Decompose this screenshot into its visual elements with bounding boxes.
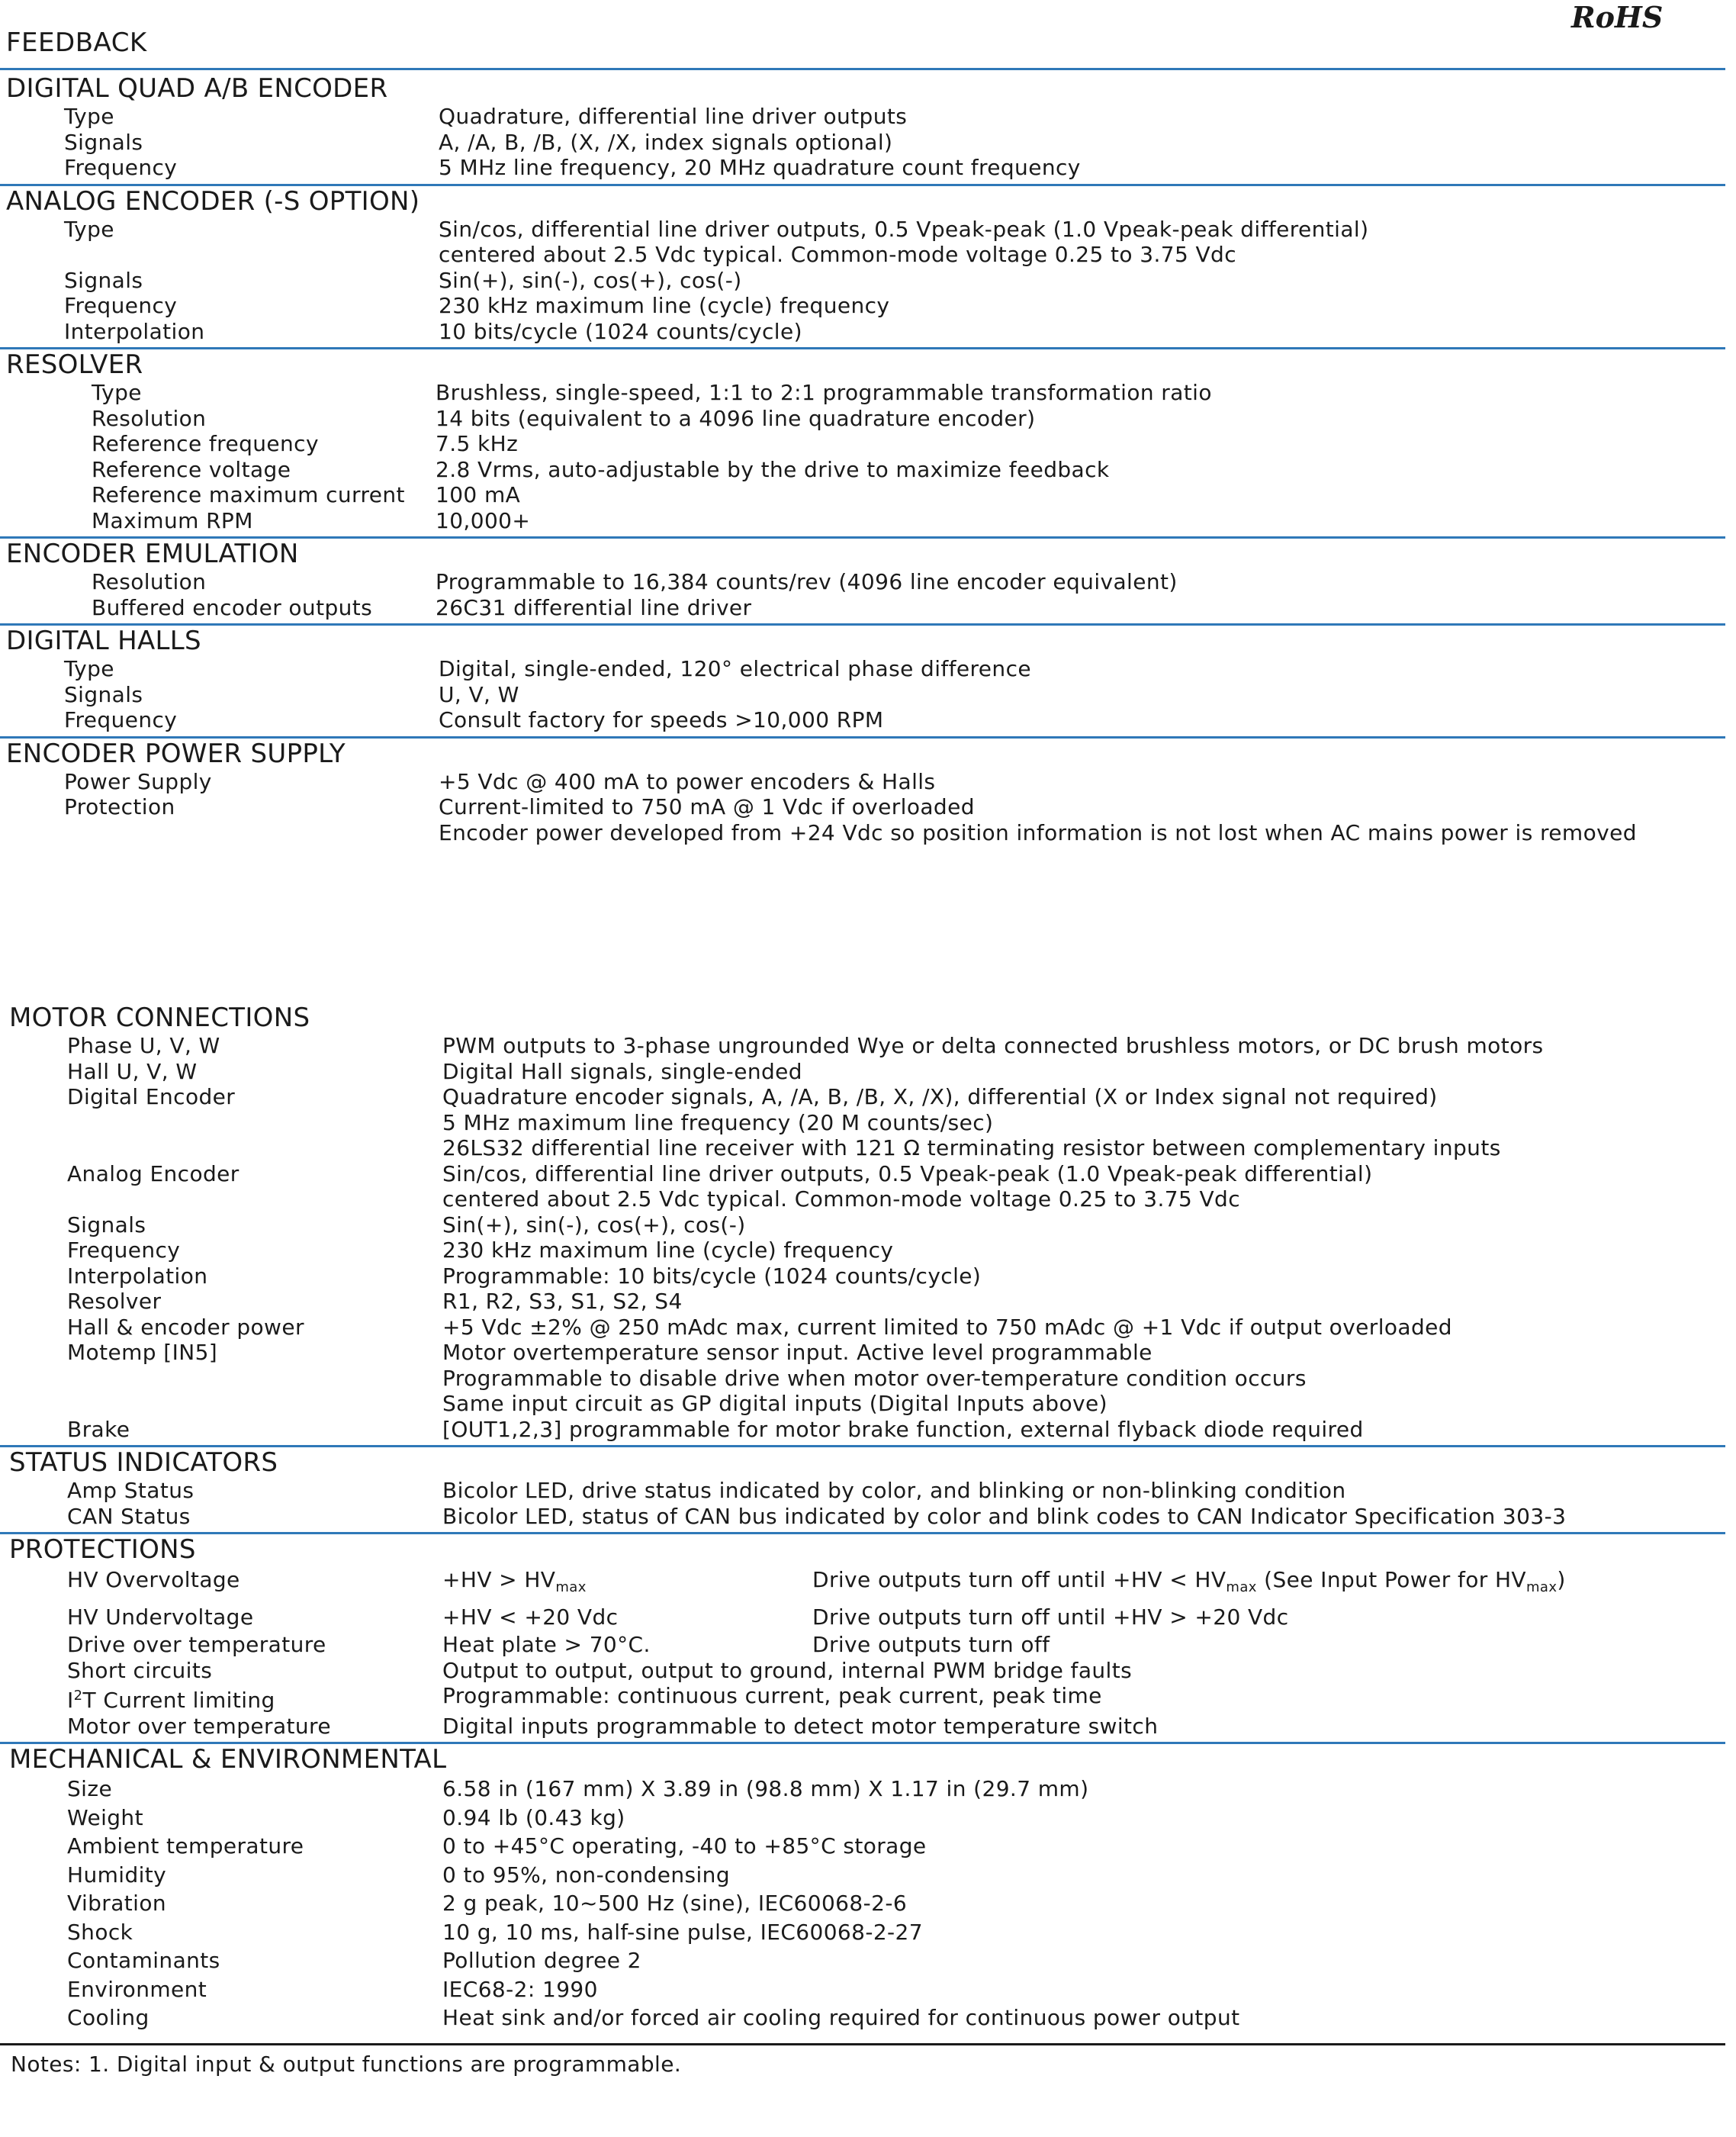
spec-value: 0 to +45°C operating, -40 to +85°C storage	[442, 1833, 927, 1859]
spec-label: Motemp [IN5]	[67, 1340, 218, 1365]
spec-row	[0, 508, 1736, 534]
spec-row	[0, 1084, 1736, 1161]
spec-value	[436, 380, 1736, 406]
spec-value-line: 230 kHz maximum line (cycle) frequency	[442, 1237, 894, 1263]
spec-value: Output to output, output to ground, internal PWM bridge faults	[442, 1657, 1133, 1683]
spec-value-line: PWM outputs to 3-phase ungrounded Wye or delta connected brushless motors, or DC brush motors	[442, 1033, 1544, 1058]
spec-label: Signals	[64, 681, 143, 707]
section-title: DIGITAL HALLS	[6, 626, 201, 656]
spec-value-line: Motor overtemperature sensor input. Active level programmable	[442, 1340, 1153, 1365]
spec-label: Frequency	[64, 293, 178, 318]
spec-value	[436, 457, 1736, 483]
spec-value-line: A, /A, B, /B, (X, /X, index signals optional)	[439, 129, 893, 155]
spec-value-line: R1, R2, S3, S1, S2, S4	[442, 1289, 683, 1314]
spec-value-line: 5 MHz line frequency, 20 MHz quadrature count frequency	[439, 155, 1081, 180]
spec-value	[442, 1161, 1736, 1212]
spec-value-line: Quadrature encoder signals, A, /A, B, /B, X, /X), differential (X or Index signal not required)	[442, 1084, 1438, 1109]
spec-action: Drive outputs turn off	[812, 1632, 1050, 1657]
spec-value: Pollution degree 2	[442, 1948, 641, 1973]
spec-label: Resolver	[67, 1289, 162, 1314]
section-encoder-power-supply	[0, 739, 1736, 846]
spec-row	[0, 104, 1736, 130]
spec-value-line: Sin/cos, differential line driver outputs, 0.5 Vpeak-peak (1.0 Vpeak-peak differential)	[442, 1160, 1373, 1186]
spec-value	[439, 104, 1736, 130]
spec-label: Reference frequency	[92, 431, 319, 456]
spec-value	[442, 1478, 1736, 1504]
spec-value: 10 g, 10 ms, half-sine pulse, IEC60068-2-27	[442, 1919, 923, 1945]
spec-label: Maximum RPM	[92, 507, 253, 533]
spec-label: Signals	[64, 129, 143, 155]
spec-label: Type	[64, 104, 114, 129]
section-title: ENCODER POWER SUPPLY	[6, 738, 346, 769]
spec-row-hv-overvoltage	[0, 1565, 1736, 1602]
spec-value	[439, 707, 1736, 733]
spec-value-line: 14 bits (equivalent to a 4096 line quadrature encoder)	[436, 405, 1036, 431]
spec-row-motor-temp	[0, 1714, 1736, 1740]
spec-row	[0, 293, 1736, 319]
spec-row	[0, 268, 1736, 294]
spec-label: Shock	[67, 1919, 133, 1945]
spec-row	[0, 319, 1736, 345]
spec-label: Cooling	[67, 2005, 149, 2030]
spec-row	[0, 1861, 1736, 1890]
spec-row-i2t	[0, 1683, 1736, 1714]
spec-value-line: 230 kHz maximum line (cycle) frequency	[439, 293, 890, 318]
section-resolver	[0, 349, 1736, 539]
spec-label: Weight	[67, 1804, 143, 1830]
spec-label: Hall U, V, W	[67, 1058, 198, 1084]
spec-value	[439, 217, 1736, 268]
spec-label: Interpolation	[64, 318, 205, 344]
connection-specs	[0, 1003, 1736, 2077]
spec-condition: +HV < +20 Vdc	[442, 1604, 619, 1630]
spec-value-line: Quadrature, differential line driver outputs	[439, 104, 908, 129]
spec-value-line: Sin(+), sin(-), cos(+), cos(-)	[442, 1212, 746, 1237]
section-mechanical	[0, 1744, 1736, 2045]
spec-value-line: Current-limited to 750 mA @ 1 Vdc if overloaded	[439, 794, 975, 819]
spec-row	[0, 1263, 1736, 1289]
spec-label: Reference voltage	[92, 456, 291, 482]
spec-label: Drive over temperature	[67, 1632, 326, 1657]
spec-label: Contaminants	[67, 1948, 220, 1973]
spec-value-line: Sin/cos, differential line driver outputs, 0.5 Vpeak-peak (1.0 Vpeak-peak differential)	[439, 216, 1369, 242]
spec-label: HV Overvoltage	[67, 1567, 240, 1592]
spec-row	[0, 1340, 1736, 1417]
spec-label: Humidity	[67, 1862, 167, 1888]
spec-row-hv-undervoltage	[0, 1602, 1736, 1632]
spec-row	[0, 482, 1736, 508]
spec-row	[0, 682, 1736, 708]
spec-label: Resolution	[92, 405, 207, 431]
spec-label: Power Supply	[64, 768, 212, 794]
spec-value-line: 26C31 differential line driver	[436, 594, 752, 620]
spec-row	[0, 1504, 1736, 1530]
spec-value-line: 10,000+	[436, 507, 531, 533]
spec-value-line: 10 bits/cycle (1024 counts/cycle)	[439, 318, 802, 344]
spec-action: Drive outputs turn off until $+HV < HV_{max}$ (See Input Power for $HV_{max}$)	[812, 1567, 1566, 1595]
spec-row	[0, 1059, 1736, 1085]
spec-value-line: Programmable to 16,384 counts/rev (4096 line encoder equivalent)	[436, 569, 1178, 594]
spec-value	[439, 155, 1736, 181]
spec-row	[0, 380, 1736, 406]
section-title: ANALOG ENCODER (-S OPTION)	[6, 185, 420, 217]
spec-value	[439, 794, 1736, 845]
spec-row	[0, 794, 1736, 845]
section-title: MOTOR CONNECTIONS	[9, 1003, 310, 1033]
spec-condition: $+HV > HV_{max}$	[442, 1567, 587, 1595]
spec-action: Drive outputs turn off until +HV > +20 Vdc	[812, 1604, 1289, 1630]
spec-row	[0, 707, 1736, 733]
spec-label: Buffered encoder outputs	[92, 594, 373, 620]
spec-value: Programmable: continuous current, peak current, peak time	[442, 1683, 1102, 1708]
spec-value-line: Digital, single-ended, 120° electrical phase difference	[439, 656, 1032, 681]
spec-row	[0, 595, 1736, 621]
spec-label: Frequency	[64, 707, 178, 732]
rohs-mark: RoHS	[1571, 0, 1664, 34]
spec-label: Resolution	[92, 569, 207, 594]
spec-row	[0, 457, 1736, 483]
spec-row	[0, 656, 1736, 682]
spec-value-line: Programmable: 10 bits/cycle (1024 counts/cycle)	[442, 1263, 982, 1289]
spec-value	[442, 1504, 1736, 1530]
spec-label: HV Undervoltage	[67, 1604, 254, 1630]
spec-value	[442, 1417, 1736, 1443]
spec-value	[442, 1315, 1736, 1340]
spec-row	[0, 1804, 1736, 1833]
spec-value: 6.58 in (167 mm) X 3.89 in (98.8 mm) X 1.17 in (29.7 mm)	[442, 1776, 1089, 1801]
spec-value	[439, 682, 1736, 708]
spec-label: Size	[67, 1776, 113, 1801]
spec-value-line: 100 mA	[436, 482, 521, 507]
spec-label: CAN Status	[67, 1503, 191, 1529]
spec-row	[0, 1315, 1736, 1340]
spec-row	[0, 769, 1736, 795]
spec-row	[0, 217, 1736, 268]
page-heading: FEEDBACK	[6, 27, 147, 58]
section-rule	[0, 2043, 1725, 2045]
section-title: RESOLVER	[6, 349, 143, 380]
spec-row	[0, 2003, 1736, 2032]
spec-row	[0, 1212, 1736, 1238]
spec-value	[442, 1289, 1736, 1315]
spec-value	[442, 1059, 1736, 1085]
section-motor-connections	[0, 1003, 1736, 1447]
spec-value: IEC68-2: 1990	[442, 1976, 598, 2002]
spec-value	[439, 319, 1736, 345]
spec-value	[442, 1263, 1736, 1289]
spec-value	[436, 508, 1736, 534]
spec-value-line: [OUT1,2,3] programmable for motor brake function, external flyback diode required	[442, 1416, 1364, 1442]
spec-label: Frequency	[67, 1237, 181, 1263]
spec-value-line: Same input circuit as GP digital inputs (Digital Inputs above)	[442, 1391, 1108, 1416]
spec-label: Signals	[64, 267, 143, 293]
spec-label: Hall & encoder power	[67, 1314, 304, 1340]
spec-value	[442, 1212, 1736, 1238]
spec-value-line: Digital Hall signals, single-ended	[442, 1058, 802, 1084]
spec-row	[0, 1033, 1736, 1059]
section-title: ENCODER EMULATION	[6, 539, 299, 569]
spec-value	[436, 406, 1736, 432]
spec-row	[0, 1775, 1736, 1804]
spec-row	[0, 431, 1736, 457]
spec-value	[436, 482, 1736, 508]
spec-row	[0, 1289, 1736, 1315]
spec-label: Signals	[67, 1212, 146, 1237]
spec-label: Interpolation	[67, 1263, 208, 1289]
spec-row	[0, 1946, 1736, 1975]
spec-value: 0.94 lb (0.43 kg)	[442, 1804, 625, 1830]
spec-label: Frequency	[64, 155, 178, 180]
spec-value-line: 7.5 kHz	[436, 431, 519, 456]
spec-value	[439, 268, 1736, 294]
spec-value	[439, 130, 1736, 156]
spec-row	[0, 1161, 1736, 1212]
spec-value-line: 2.8 Vrms, auto-adjustable by the drive to maximize feedback	[436, 456, 1110, 482]
spec-value	[436, 569, 1736, 595]
spec-value-line: Bicolor LED, drive status indicated by color, and blinking or non-blinking condition	[442, 1478, 1346, 1503]
spec-value-line: Brushless, single-speed, 1:1 to 2:1 programmable transformation ratio	[436, 380, 1212, 405]
spec-value-line: centered about 2.5 Vdc typical. Common-mode voltage 0.25 to 3.75 Vdc	[442, 1186, 1241, 1212]
spec-value: Digital inputs programmable to detect motor temperature switch	[442, 1713, 1159, 1739]
spec-value	[442, 1340, 1736, 1417]
spec-value-line: Encoder power developed from +24 Vdc so position information is not lost when AC mains power is removed	[439, 819, 1637, 845]
spec-label: Brake	[67, 1416, 130, 1442]
spec-value	[439, 293, 1736, 319]
section-digital-halls	[0, 626, 1736, 739]
section-encoder-emulation	[0, 539, 1736, 626]
section-status-indicators	[0, 1447, 1736, 1534]
spec-row	[0, 1975, 1736, 2004]
spec-label: Vibration	[67, 1891, 166, 1916]
spec-label: Reference maximum current	[92, 482, 405, 507]
top-rule	[0, 68, 1725, 70]
spec-row-short-circuits	[0, 1658, 1736, 1684]
section-title: DIGITAL QUAD A/B ENCODER	[6, 73, 388, 104]
spec-label: Analog Encoder	[67, 1160, 240, 1186]
spec-row	[0, 406, 1736, 432]
spec-row	[0, 1478, 1736, 1504]
spec-value	[442, 1237, 1736, 1263]
section-title: PROTECTIONS	[9, 1534, 196, 1565]
spec-value-line: Programmable to disable drive when motor over-temperature condition occurs	[442, 1365, 1307, 1391]
spec-row	[0, 1918, 1736, 1947]
spec-row	[0, 155, 1736, 181]
spec-value-line: Consult factory for speeds >10,000 RPM	[439, 707, 884, 732]
spec-row	[0, 1889, 1736, 1918]
spec-value	[442, 1084, 1736, 1161]
spec-row	[0, 1237, 1736, 1263]
spec-row-drive-temp	[0, 1632, 1736, 1658]
spec-value-line: centered about 2.5 Vdc typical. Common-mode voltage 0.25 to 3.75 Vdc	[439, 242, 1237, 267]
spec-value: 0 to 95%, non-condensing	[442, 1862, 730, 1888]
spec-value-line: U, V, W	[439, 681, 519, 707]
spec-value: Heat sink and/or forced air cooling required for continuous power output	[442, 2005, 1240, 2030]
spec-value-line: 5 MHz maximum line frequency (20 M counts/sec)	[442, 1109, 994, 1135]
spec-row	[0, 569, 1736, 595]
spec-row	[0, 1417, 1736, 1443]
footnote: Notes: 1. Digital input & output functions are programmable.	[11, 2051, 682, 2077]
spec-label: Ambient temperature	[67, 1833, 304, 1859]
spec-value-line: Bicolor LED, status of CAN bus indicated by color and blink codes to CAN Indicator Specification 303-3	[442, 1503, 1567, 1529]
spec-value	[439, 769, 1736, 795]
spec-label: Protection	[64, 794, 175, 819]
spec-value	[436, 595, 1736, 621]
spec-label: Type	[64, 216, 114, 242]
spec-label: Environment	[67, 1976, 207, 2002]
section-analog-encoder-s-option	[0, 186, 1736, 350]
spec-value-line: 26LS32 differential line receiver with 121 Ω terminating resistor between complementary inputs	[442, 1135, 1501, 1160]
section-title: STATUS INDICATORS	[9, 1447, 278, 1478]
spec-label: $I^2T$ Current limiting	[67, 1688, 275, 1713]
spec-label: Short circuits	[67, 1657, 213, 1683]
section-protections	[0, 1534, 1736, 1744]
spec-label: Amp Status	[67, 1478, 194, 1503]
spec-value-line: +5 Vdc @ 400 mA to power encoders & Halls	[439, 768, 936, 794]
spec-row	[0, 1832, 1736, 1861]
spec-label: Type	[92, 380, 142, 405]
feedback-specs	[0, 73, 1736, 845]
spec-row	[0, 130, 1736, 156]
spec-value-line: Sin(+), sin(-), cos(+), cos(-)	[439, 267, 742, 293]
section-title: MECHANICAL & ENVIRONMENTAL	[9, 1744, 447, 1775]
spec-value-line: +5 Vdc ±2% @ 250 mAdc max, current limited to 750 mAdc @ +1 Vdc if output overloaded	[442, 1314, 1452, 1340]
spec-value	[442, 1033, 1736, 1059]
spec-label: Motor over temperature	[67, 1713, 331, 1739]
spec-value	[436, 431, 1736, 457]
section-digital-quad-a-b-encoder	[0, 73, 1736, 186]
spec-value: 2 g peak, 10~500 Hz (sine), IEC60068-2-6	[442, 1891, 908, 1916]
spec-label: Type	[64, 656, 114, 681]
spec-value	[439, 656, 1736, 682]
spec-label: Digital Encoder	[67, 1084, 236, 1109]
spec-label: Phase U, V, W	[67, 1033, 220, 1058]
spec-condition: Heat plate > 70°C.	[442, 1632, 651, 1657]
